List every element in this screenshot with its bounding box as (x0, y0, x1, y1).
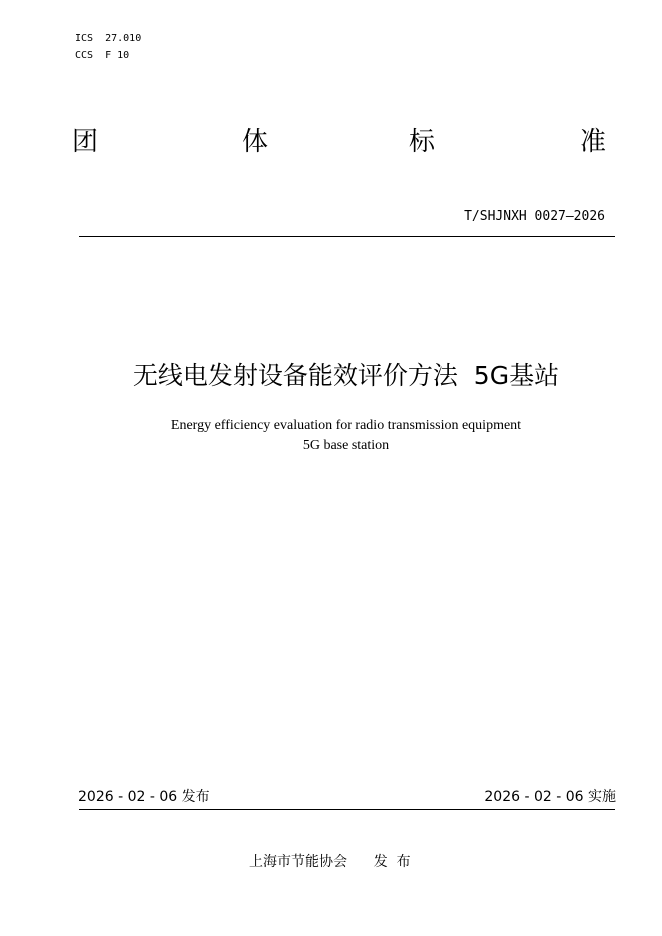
ccs-code: CCS F 10 (75, 50, 130, 61)
document-title-chinese: 无线电发射设备能效评价方法 5G基站 (132, 361, 560, 390)
category-char: 标 (409, 127, 436, 157)
ics-code: ICS 27.010 (75, 33, 142, 44)
issuing-organization: 上海市节能协会 发 布 (249, 854, 411, 870)
document-title-english-line-1: Energy efficiency evaluation for radio transmission equipment (170, 418, 522, 433)
category-char: 体 (242, 127, 269, 157)
implementation-date: 2026 - 02 - 06 实施 (484, 789, 616, 805)
category-char: 准 (580, 127, 607, 157)
category-char: 团 (72, 127, 99, 157)
footer-divider (79, 809, 615, 810)
header-divider (79, 236, 615, 237)
document-title-english-line-2: 5G base station (302, 438, 390, 453)
publish-date: 2026 - 02 - 06 发布 (78, 789, 210, 805)
standard-number: T/SHJNXH 0027—2026 (464, 209, 605, 224)
